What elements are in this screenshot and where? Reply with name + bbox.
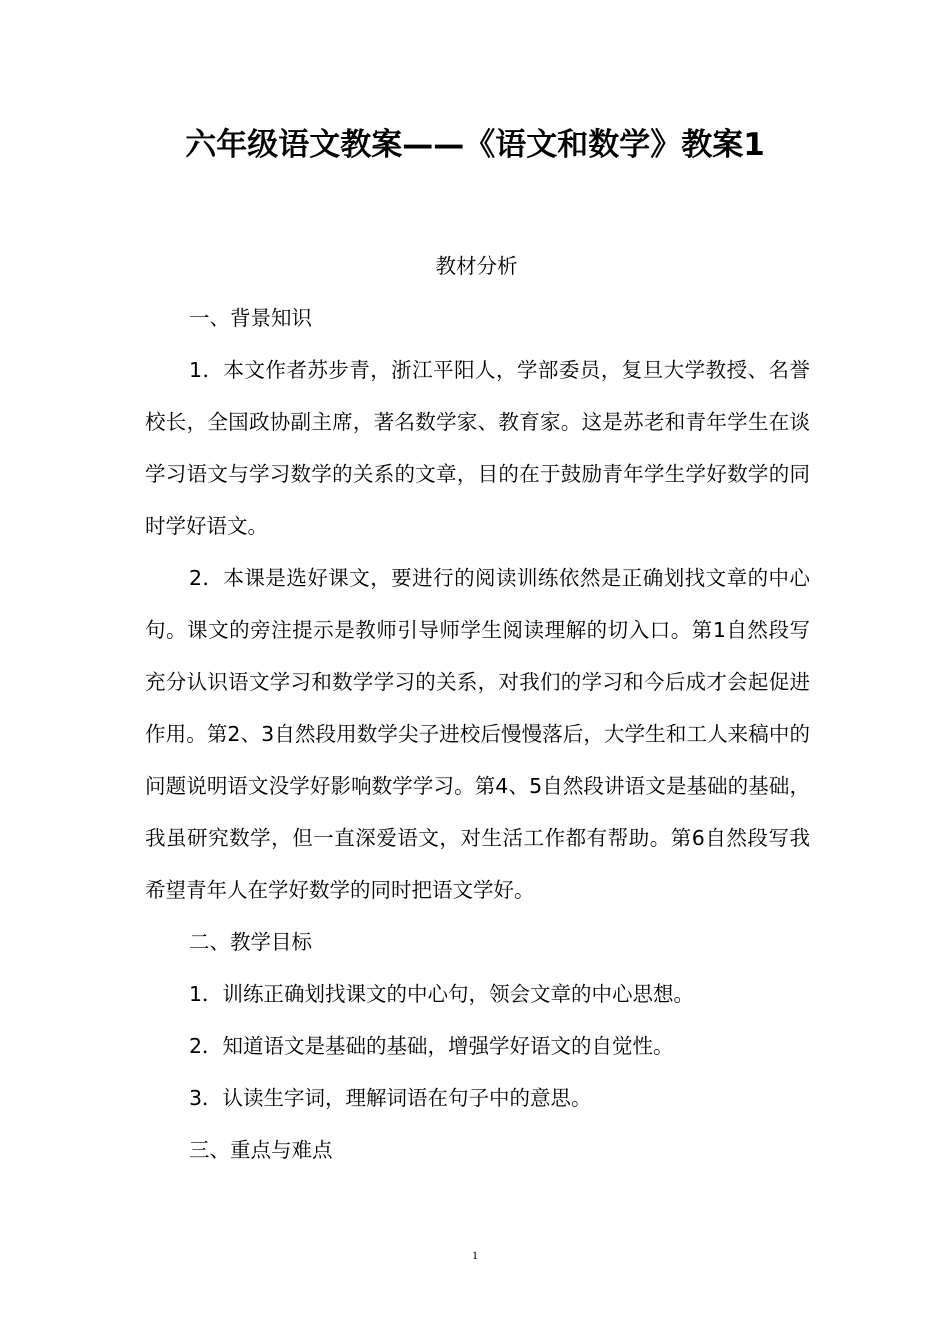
section-heading-material-analysis: 教材分析 <box>435 254 518 278</box>
page-number: 1 <box>472 1248 478 1262</box>
document-title: 六年级语文教案——《语文和数学》教案1 <box>185 127 765 163</box>
goal-item-1: 1．训练正确划找课文的中心句，领会文章的中心思想。 <box>189 982 695 1006</box>
section-heading-background: 一、背景知识 <box>189 306 312 330</box>
goal-item-2: 2．知道语文是基础的基础，增强学好语文的自觉性。 <box>189 1034 674 1058</box>
paragraph-lesson-structure: 2．本课是选好课文，要进行的阅读训练依然是正确划找文章的中心句。课文的旁注提示是教师引导师学生阅读理解的切入口。第1自然段写充分认识语文学习和数学学习的关系，对我们的学习和今后成才会起促进作用。第2、3自然段用数学尖子进校后慢慢落后，大学生和工人来稿中的问题说明语文没学好影响数学学习。第4、5自然段讲语文是基础的基础，我虽研究数学，但一直深爱语文，对生活工作都有帮助。第6自然段写我希望青年人在学好数学的同时把语文学好。 <box>145 566 810 902</box>
section-heading-teaching-goals: 二、教学目标 <box>189 930 312 954</box>
paragraph-author-intro: 1．本文作者苏步青，浙江平阳人，学部委员，复旦大学教授、名誉校长，全国政协副主席，著名数学家、教育家。这是苏老和青年学生在谈学习语文与学习数学的关系的文章，目的在于鼓励青年学生学好数学的同时学好语文。 <box>145 358 810 538</box>
document-body <box>145 240 810 1176</box>
section-heading-key-points: 三、重点与难点 <box>189 1138 333 1162</box>
goal-item-3: 3．认读生字词，理解词语在句子中的意思。 <box>189 1086 592 1110</box>
